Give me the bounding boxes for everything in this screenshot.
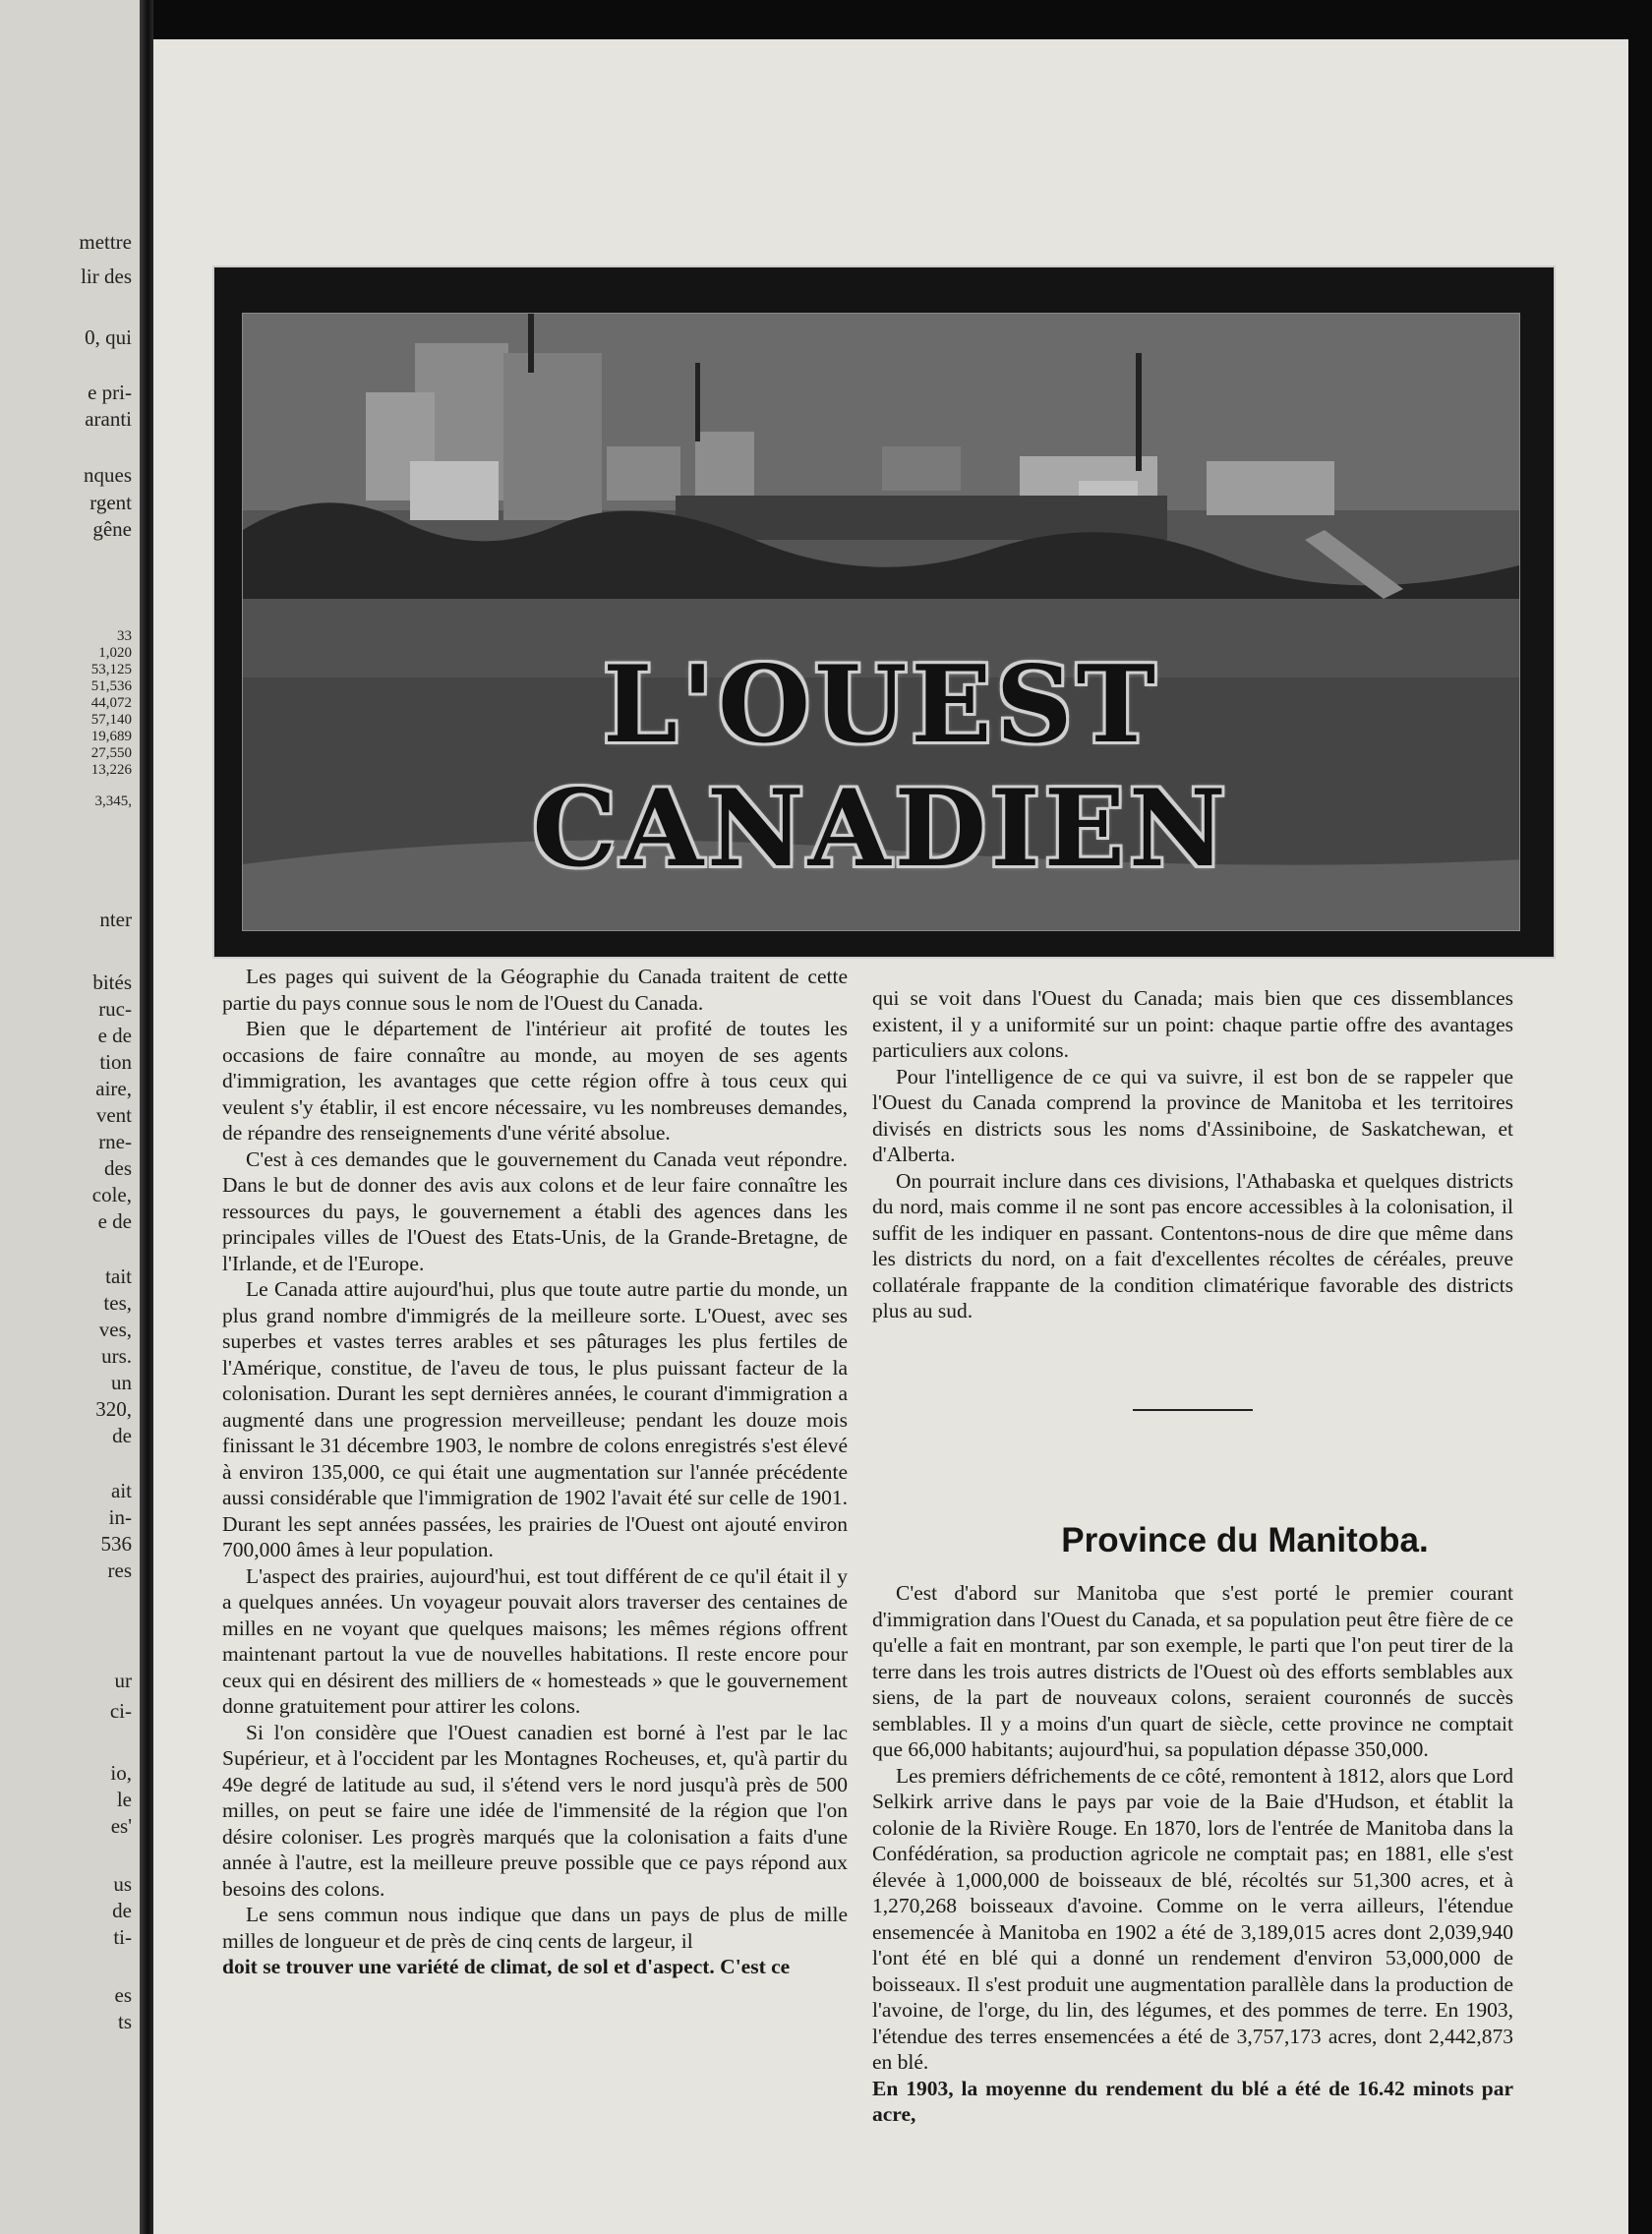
facing-page-text: le	[116, 1788, 132, 1811]
facing-page-text: 536	[100, 1532, 132, 1556]
paragraph: C'est à ces demandes que le gouvernement du Canada veut répondre. Dans le but de donner des avis aux colons et de leur faire connaître les ressources du pays, le gouvernement a établi des agences dans les principales villes de l'Ouest des Etats-Unis, de la Grande-Bretagne, de l'Irlande, et de l'Europe.	[222, 1146, 848, 1275]
facing-page-text: in-	[108, 1505, 132, 1529]
paragraph: Le Canada attire aujourd'hui, plus que toute autre partie du monde, un plus grand nombre d'immigrés de la meilleure sorte. L'Ouest, avec ses superbes et vastes terres arables et ses pâturages les plus fertiles de l'Amérique, constitue, de l'aveu de tous, le plus puissant facteur de la colonisation. Durant les sept dernières années, le courant d'immigration a augmenté dans une progression merveilleuse; pendant les douze mois finissant le 31 décembre 1903, le nombre de colons enregistrés s'est élevé à environ 135,000, ce qui était une augmentation sur l'année précédente aussi considérable que l'immigration de 1902 l'avait été sur celle de 1901. Durant les sept années passées, les prairies de l'Ouest ont ajouté environ 700,000 âmes à leur population.	[222, 1277, 848, 1561]
facing-page-number: 1,020	[98, 645, 132, 661]
paragraph: Les pages qui suivent de la Géographie du Canada traitent de cette partie du pays connue sous le nom de l'Ouest du Canada.	[222, 965, 848, 1015]
facing-page-number: 27,550	[90, 745, 132, 761]
facing-page-text: aranti	[85, 407, 132, 431]
paragraph: On pourrait inclure dans ces divisions, l'Athabaska et quelques districts du nord, mais comme il ne sont pas encore accessibles à la colonisation, il suffit de les indiquer en passant. Contentons-nous de dire que même dans les districts du nord, on a fait d'excellentes récoltes de céréales, preuve collatérale frappante de la condition climatérique favorable des districts plus au sud.	[872, 1168, 1513, 1323]
book-gutter	[140, 0, 153, 2234]
facing-page-text: gêne	[92, 517, 132, 541]
facing-page-text: un	[111, 1371, 132, 1394]
facing-page-text: des	[104, 1156, 132, 1180]
manitoba-section	[872, 1580, 1513, 2128]
section-heading: Province du Manitoba.	[1061, 1521, 1429, 1559]
paragraph: Pour l'intelligence de ce qui va suivre, il est bon de se rappeler que l'Ouest du Canada comprend la province de Manitoba et les territoires divisés en districts sous les noms d'Assiniboine, de Saskatchewan, et d'Alberta.	[872, 1064, 1513, 1166]
facing-page-text: aire,	[95, 1077, 132, 1100]
facing-page-number: 57,140	[90, 712, 132, 728]
facing-page-text: cole,	[91, 1183, 132, 1206]
facing-page-text: us	[113, 1872, 132, 1896]
facing-page-text: tion	[99, 1050, 132, 1074]
facing-page-text: ts	[117, 2010, 132, 2033]
paragraph: C'est d'abord sur Manitoba que s'est porté le premier courant d'immigration dans l'Ouest du Canada, et sa population peut être fière de ce qu'elle a fait en montrant, par son exemple, le parti que l'on peut tirer de la terre dans les trois autres districts de l'Ouest où des efforts semblables aux siens, de la part de nouveaux colons, seraient couronnés de succès semblables. Il y a moins d'un quart de siècle, cette province ne comptait que 66,000 habitants; aujourd'hui, sa population dépasse 350,000.	[872, 1581, 1513, 1761]
paragraph: Le sens commun nous indique que dans un pays de plus de mille milles de longueur et de près de cinq cents de largeur, il	[222, 1903, 848, 1953]
facing-page-text: io,	[110, 1761, 132, 1785]
facing-page-text: res	[107, 1558, 132, 1582]
facing-page-text: ur	[114, 1669, 132, 1692]
facing-page-text: lir des	[81, 265, 132, 288]
facing-page-text: mettre	[79, 230, 132, 254]
facing-page-number: 44,072	[90, 695, 132, 711]
facing-page-text: e de	[97, 1024, 132, 1047]
facing-page-text: e pri-	[88, 381, 132, 404]
paragraph: Les premiers défrichements de ce côté, remontent à 1812, alors que Lord Selkirk arrive dans le pays par voie de la Baie d'Hudson, et établit la colonie de la Rivière Rouge. En 1870, lors de l'entrée de Manitoba dans la Confédération, sa production agricole ne comptait pas; en 1881, elle s'est élevée à 1,000,000 de boisseaux de blé, récoltés sur 51,300 acres, et à 1,270,268 boisseaux d'avoine. Comme on le verra ailleurs, l'étendue ensemencée à Manitoba en 1902 a été de 3,189,015 acres dont 2,039,940 l'ont été en blé qui a donné un rendement d'environ 53,000,000 de boisseaux. Il s'est produit une augmentation parallèle dans la production de l'avoine, de l'orge, du lin, des légumes, et des pommes de terre. En 1903, l'étendue des terres ensemencées a été de 3,757,173 acres, dont 2,442,873 en blé.	[872, 1763, 1513, 2074]
facing-page-text: nter	[99, 908, 132, 931]
facing-page-number: 33	[117, 628, 132, 644]
facing-page-text: de	[112, 1424, 132, 1447]
facing-page-text: ti-	[113, 1925, 132, 1949]
facing-page-number: 13,226	[90, 762, 132, 778]
facing-page-text: ait	[111, 1479, 132, 1502]
paragraph: qui se voit dans l'Ouest du Canada; mais bien que ces dissemblances existent, il y a uniformité sur un point: chaque partie offre des avantages particuliers aux colons.	[872, 986, 1513, 1062]
facing-page-text: e de	[97, 1209, 132, 1233]
facing-page-text: es	[114, 1983, 132, 2007]
paragraph: L'aspect des prairies, aujourd'hui, est tout différent de ce qu'il était il y a quelques années. Un voyageur pouvait alors traverser des centaines de milles en ne voyant que quelques maisons; les mêmes régions offrent maintenant partout la vue de nouvelles habitations. Il reste encore pour ceux qui en désirent des milliers de « homesteads » que le gouvernement donne gratuitement pour attirer les colons.	[222, 1563, 848, 1718]
facing-page-text: bités	[92, 970, 132, 994]
banner-photo-frame	[242, 313, 1520, 931]
facing-page-text: ci-	[109, 1699, 132, 1723]
paragraph-bold-tail: En 1903, la moyenne du rendement du blé a été de 16.42 minots par acre,	[872, 2076, 1513, 2126]
facing-page-text: rgent	[89, 491, 132, 514]
facing-page-text: ruc-	[98, 997, 132, 1021]
facing-page-number: 19,689	[90, 729, 132, 744]
facing-page-text: es'	[110, 1814, 132, 1838]
right-column-top	[872, 985, 1513, 1324]
facing-page-text: 0, qui	[85, 325, 132, 349]
facing-page-text: nques	[84, 463, 132, 487]
main-page	[153, 39, 1628, 2234]
banner-photo	[212, 265, 1556, 959]
paragraph-bold-tail: doit se trouver une variété de climat, de sol et d'aspect. C'est ce	[222, 1955, 791, 1978]
paragraph: Bien que le département de l'intérieur ait profité de toutes les occasions de faire connaître au monde, au moyen de ses agents d'immigration, les avantages que cette région offre à tous ceux qui veulent s'y établir, il est encore nécessaire, vu les nombreuses demandes, de répandre des renseignements d'une vérité absolue.	[222, 1017, 848, 1145]
facing-page-text: tait	[105, 1264, 132, 1288]
paragraph: Si l'on considère que l'Ouest canadien est borné à l'est par le lac Supérieur, et à l'occident par les Montagnes Rocheuses, et, qu'à partir du 49e degré de latitude au sud, il s'étend vers le nord jusqu'à près de 500 milles, on peut se faire une idée de l'immensité de la région que l'on désire coloniser. Les progrès marqués que la colonisation a faits d'une année à l'autre, est la meilleure preuve possible que ce pays répond aux besoins des colons.	[222, 1720, 848, 1901]
facing-page-text: de	[112, 1899, 132, 1922]
facing-page-number: 53,125	[90, 662, 132, 677]
banner-title: L'OUEST CANADIEN	[532, 643, 1230, 891]
section-divider	[1133, 1409, 1253, 1411]
facing-page-text: vent	[95, 1103, 132, 1127]
facing-page-text: 320,	[95, 1397, 132, 1421]
facing-page-fragment	[0, 0, 140, 2234]
facing-page-text: urs.	[101, 1344, 132, 1368]
left-column	[222, 964, 848, 1980]
facing-page-number: 51,536	[90, 678, 132, 694]
facing-page-text: rne-	[98, 1130, 132, 1153]
facing-page-number: 3,345,	[94, 794, 132, 809]
facing-page-text: tes,	[103, 1291, 132, 1315]
facing-page-text: ves,	[98, 1318, 132, 1341]
